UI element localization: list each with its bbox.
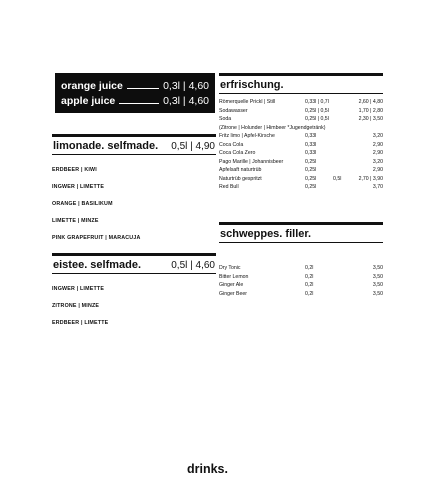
eistee-section <box>52 253 216 337</box>
juice-row-apple <box>61 93 209 108</box>
item-size: 0,2l <box>305 273 314 280</box>
item-size-alt <box>333 150 351 159</box>
item-name: Red Bull <box>219 184 239 190</box>
item-size: 0,2l <box>305 265 314 271</box>
juice-leader-line <box>127 82 159 89</box>
table-row <box>219 265 383 274</box>
list-item: ERDBEER | LIMETTE <box>52 320 109 326</box>
list-item: ERDBEER | KIWI <box>52 167 97 173</box>
table-row <box>219 184 383 193</box>
eistee-size: 0,5l <box>171 260 188 271</box>
list-item: INGWER | LIMETTE <box>52 184 105 190</box>
schweppes-section <box>219 222 383 299</box>
item-price: 2,90 <box>372 150 383 156</box>
item-name: Coca Cola Zero <box>219 150 256 156</box>
item-size-alt <box>333 99 351 108</box>
table-row <box>219 291 383 300</box>
spacer <box>333 265 351 274</box>
item-size: 0,33l | 0,7l <box>305 99 329 105</box>
item-size: 0,33l <box>305 150 317 156</box>
juice-size-price: 0,3l | 4,60 <box>163 79 209 92</box>
juice-price: 4,60 <box>188 79 209 92</box>
table-row <box>219 125 383 134</box>
item-price: 3,70 <box>372 184 383 190</box>
item-size: 0,25l <box>305 167 317 173</box>
row-note: (Zitrone | Holunder | Himbeer *Jugendgetränk) <box>219 124 326 131</box>
item-name: Dry Tonic <box>219 265 241 271</box>
spacer <box>333 282 351 291</box>
juice-size: 0,3l <box>163 79 180 92</box>
juice-price: 4,60 <box>188 94 209 107</box>
juice-size-price: 0,3l | 4,60 <box>163 94 209 107</box>
schweppes-table <box>219 265 383 299</box>
juice-leader-line <box>119 97 159 104</box>
limonade-size: 0,5l <box>171 141 188 152</box>
item-name: Ginger Beer <box>219 290 247 297</box>
list-item: ZITRONE | MINZE <box>52 303 100 309</box>
item-price: 3,50 <box>372 273 383 280</box>
item-size: 0,25l | 0,5l <box>305 116 329 122</box>
item-size-alt <box>333 116 351 125</box>
item-price: 2,70 | 3,90 <box>358 175 383 182</box>
item-size-alt <box>333 142 351 151</box>
juice-box <box>55 73 215 113</box>
item-price: 2,30 | 3,50 <box>358 116 383 122</box>
item-price: 3,50 <box>372 282 383 288</box>
item-price: 2,90 <box>372 141 383 148</box>
juice-name: apple juice <box>61 94 116 107</box>
item-size: 0,25l | 0,5l <box>305 107 329 114</box>
item-name: Naturtrüb gespritzt <box>219 175 262 182</box>
table-row <box>219 159 383 168</box>
erfrischung-header <box>219 73 383 94</box>
juice-size: 0,3l <box>163 94 180 107</box>
table-row <box>219 167 383 176</box>
juice-name: orange juice <box>61 79 123 92</box>
limonade-price: 4,90 <box>195 141 215 152</box>
limonade-list <box>52 167 216 252</box>
list-item: PINK GRAPEFRUIT | MARACUJA <box>52 235 141 241</box>
list-item: LIMETTE | MINZE <box>52 218 99 224</box>
eistee-title: eistee. selfmade. <box>53 259 142 271</box>
list-item: INGWER | LIMETTE <box>52 286 105 292</box>
item-size: 0,2l <box>305 290 314 297</box>
item-size-alt <box>333 167 351 176</box>
item-name: Apfelsaft naturtrüb <box>219 167 262 173</box>
table-row <box>219 116 383 125</box>
erfrischung-section <box>219 73 383 193</box>
table-row <box>219 142 383 151</box>
item-name: Römerquelle Prickl | Still <box>219 99 276 105</box>
item-size: 0,25l <box>305 158 317 165</box>
item-price: 3,50 <box>372 290 383 297</box>
table-row <box>219 108 383 117</box>
item-name: Bitter Lemon <box>219 273 249 280</box>
item-size: 0,33l <box>305 133 317 139</box>
item-name: Sodawasser <box>219 107 248 114</box>
erfrischung-title: erfrischung. <box>220 79 284 91</box>
table-row <box>219 133 383 142</box>
eistee-header <box>52 253 216 274</box>
limonade-title: limonade. selfmade. <box>53 140 159 152</box>
table-row <box>219 274 383 283</box>
table-row <box>219 282 383 291</box>
item-price: 2,60 | 4,80 <box>358 99 383 105</box>
table-row <box>219 176 383 185</box>
item-price: 3,50 <box>372 265 383 271</box>
item-name: Coca Cola <box>219 141 244 148</box>
schweppes-title: schweppes. filler. <box>220 228 312 240</box>
limonade-header <box>52 134 216 155</box>
item-size-alt <box>333 159 351 168</box>
item-size: 0,33l <box>305 141 317 148</box>
item-name: Soda <box>219 116 232 122</box>
eistee-size-price: 0,5l | 4,60 <box>171 260 215 271</box>
item-price: 3,20 <box>372 133 383 139</box>
item-price: 2,90 <box>372 167 383 173</box>
item-name: Pago Marille | Johannisbeer <box>219 158 284 165</box>
item-price: 1,70 | 2,80 <box>358 107 383 114</box>
limonade-size-price: 0,5l | 4,90 <box>171 141 215 152</box>
list-item: ORANGE | BASILIKUM <box>52 201 113 207</box>
footer-title: drinks. <box>187 462 228 476</box>
spacer <box>333 291 351 300</box>
erfrischung-table <box>219 99 383 193</box>
item-size-alt: 0,5l <box>333 175 342 182</box>
item-size-alt <box>333 184 351 193</box>
schweppes-header <box>219 222 383 243</box>
table-row <box>219 150 383 159</box>
item-size: 0,25l <box>305 184 317 190</box>
spacer <box>333 274 351 283</box>
item-price: 3,20 <box>372 158 383 165</box>
eistee-list <box>52 286 216 337</box>
item-size: 0,25l <box>305 175 317 182</box>
table-row <box>219 99 383 108</box>
eistee-price: 4,60 <box>195 260 215 271</box>
item-size-alt <box>333 108 351 117</box>
limonade-section <box>52 134 216 252</box>
item-name: Fritz limo | Apfel-Kirsche <box>219 133 275 139</box>
juice-row-orange <box>61 78 209 93</box>
item-size-alt <box>333 133 351 142</box>
item-size: 0,2l <box>305 282 314 288</box>
item-name: Ginger Ale <box>219 282 244 288</box>
